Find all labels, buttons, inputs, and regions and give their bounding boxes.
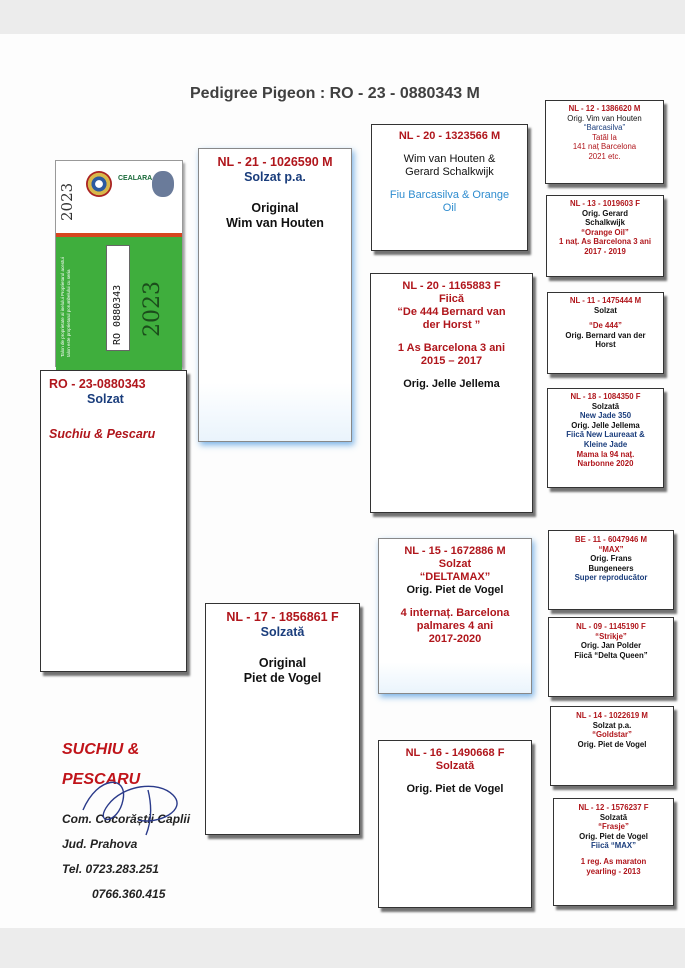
sds-ring: NL - 11 - 1475444 M: [569, 296, 642, 305]
ring-card-serial: RO 0880343: [112, 284, 123, 345]
sdd-l2: New Jade 350: [579, 411, 632, 421]
ddd-l1: Solzată: [599, 812, 628, 822]
ddd-ring: NL - 12 - 1576237 F: [578, 803, 649, 812]
sss-l5: 2021 etc.: [588, 151, 621, 161]
sdd-l3: Orig. Jelle Jellema: [571, 420, 640, 430]
club-logo-icon: [86, 171, 112, 197]
ring-card: [55, 160, 183, 367]
dd-ring: NL - 16 - 1490668 F: [405, 747, 505, 759]
ring-card-owner-text: Talon de proprietate al inelului Proprietarul acestui talon este proprietarul porumbelului cu seria: [60, 257, 71, 357]
ss-line1: Wim van Houten &: [403, 153, 496, 165]
sds-l2: “De 444”: [589, 321, 622, 331]
breeder-phone1: Tel. 0723.283.251: [62, 862, 159, 876]
sd-line2: “De 444 Bernard van: [397, 306, 506, 318]
ssd-l1: Orig. Gerard: [582, 208, 628, 218]
bird-card: [40, 370, 187, 672]
ddd-l6: yearling - 2013: [586, 866, 641, 876]
dam-color: Solzată: [260, 625, 305, 639]
paper-top-margin: [0, 0, 685, 34]
ds-line5: palmares 4 ani: [416, 620, 494, 632]
ds-line6: 2017-2020: [428, 633, 482, 645]
sire-dam-card: [370, 273, 533, 513]
sd-line3: der Horst ”: [422, 319, 481, 331]
sss-l2: “Barcasilva”: [583, 123, 626, 133]
dds-l2: “Goldstar”: [592, 730, 632, 740]
dd-line1: Solzată: [435, 760, 475, 772]
bird-color: Solzat: [87, 392, 124, 406]
paper-bottom-margin: [0, 928, 685, 968]
ss-ring: NL - 20 - 1323566 M: [398, 130, 501, 142]
sdd-ring: NL - 18 - 1084350 F: [570, 392, 641, 401]
sdd-l7: Narbonne 2020: [577, 459, 634, 469]
sss-card: [545, 100, 664, 184]
handwritten-signature: [78, 770, 198, 840]
dam-line2: Piet de Vogel: [243, 671, 322, 685]
ssd-ring: NL - 13 - 1019603 F: [569, 199, 641, 208]
breeder-name-line2: PESCARU: [62, 771, 141, 788]
dsd-l2: Orig. Jan Polder: [580, 641, 642, 651]
dss-card: [548, 530, 674, 610]
sss-l3: Tatăl la: [592, 132, 617, 142]
ssd-l4: 1 naț. As Barcelona 3 ani: [558, 237, 651, 247]
dam-sire-card: [378, 538, 532, 694]
dam-ring: NL - 17 - 1856861 F: [226, 610, 339, 624]
ddd-card: [553, 798, 674, 906]
sds-l4: Horst: [595, 340, 616, 350]
dam-dam-card: [378, 740, 532, 908]
ds-ring: NL - 15 - 1672886 M: [404, 545, 506, 557]
sss-ring: NL - 12 - 1386620 M: [568, 104, 641, 113]
ring-card-year-top: 2023: [58, 182, 76, 221]
sdd-l6: Mama la 94 naț.: [576, 449, 635, 459]
breeder-phone2: 0766.360.415: [92, 887, 166, 901]
ddd-l5: 1 reg. As maraton: [580, 856, 647, 866]
dss-l3: Bungeneers: [588, 563, 634, 573]
bird-breeder: Suchiu & Pescaru: [49, 427, 156, 441]
dsd-ring: NL - 09 - 1145190 F: [576, 622, 646, 631]
dss-ring: BE - 11 - 6047946 M: [575, 535, 647, 544]
sds-card: [547, 292, 664, 374]
ds-line3: Orig. Piet de Vogel: [406, 584, 504, 596]
sire-line1: Original: [251, 201, 299, 215]
sd-line1: Fiică: [438, 293, 465, 305]
breeder-name-line1: SUCHIU &: [62, 741, 140, 758]
sss-l4: 141 naț Barcelona: [572, 142, 637, 152]
ssd-l5: 2017 - 2019: [584, 246, 626, 256]
ds-line2: “DELTAMAX”: [419, 571, 491, 583]
ssd-l3: “Orange Oil”: [581, 227, 629, 237]
dsd-l3: Fiică “Delta Queen”: [574, 650, 648, 660]
club-logo-text: CEALARA: [118, 175, 153, 182]
ss-line4: Oil: [442, 202, 457, 214]
dds-card: [550, 706, 674, 786]
sdd-card: [547, 388, 664, 488]
dss-l1: “MAX”: [598, 544, 624, 554]
dam-line1: Original: [258, 656, 307, 670]
sire-ring: NL - 21 - 1026590 M: [217, 155, 333, 169]
dd-line2: Orig. Piet de Vogel: [406, 783, 504, 795]
ring-card-year-bottom: 2023: [140, 281, 165, 337]
breeder-address-line2: Jud. Prahova: [62, 837, 138, 851]
sd-ring: NL - 20 - 1165883 F: [402, 280, 501, 292]
ssd-card: [546, 195, 664, 277]
breeder-address-line1: Com. Cocorăștii Caplii: [62, 812, 191, 826]
sds-l1: Solzat: [594, 305, 617, 315]
dss-l2: Orig. Frans: [590, 554, 632, 564]
page-title: Pedigree Pigeon : RO - 23 - 0880343 M: [190, 85, 480, 102]
dsd-card: [548, 617, 674, 697]
ds-line1: Solzat: [438, 558, 472, 570]
sd-line5: 2015 – 2017: [420, 355, 483, 367]
ring-card-green-panel: [56, 233, 182, 370]
ssd-l2: Schalkwijk: [585, 218, 625, 228]
sire-sire-card: [371, 124, 528, 251]
sd-line6: Orig. Jelle Jellema: [403, 378, 500, 390]
sdd-l4: Fiică New Laureaat &: [566, 430, 645, 440]
dss-l4: Super reproducător: [574, 573, 648, 583]
pigeon-logo-icon: [152, 171, 174, 197]
dsd-l1: “Strikje”: [595, 631, 627, 641]
ddd-l4: Fiică “MAX”: [590, 841, 637, 851]
ds-line4: 4 internaț. Barcelona: [400, 607, 510, 619]
ddd-l2: “Frasje”: [598, 822, 629, 832]
ss-line3: Fiu Barcasilva & Orange: [389, 189, 510, 201]
sss-l1: Orig. Vim van Houten: [567, 113, 642, 123]
ddd-l3: Orig. Piet de Vogel: [579, 831, 648, 841]
sdd-l5: Kleine Jade: [583, 439, 628, 449]
sdd-l1: Solzată: [591, 401, 620, 411]
ss-line2: Gerard Schalkwijk: [405, 166, 494, 178]
sds-l3: Orig. Bernard van der: [565, 330, 646, 340]
sd-line4: 1 As Barcelona 3 ani: [397, 342, 506, 354]
sire-color: Solzat p.a.: [244, 170, 306, 184]
sire-line2: Wim van Houten: [226, 216, 324, 230]
sire-card: [198, 148, 352, 442]
dds-ring: NL - 14 - 1022619 M: [576, 711, 648, 720]
bird-ring: RO - 23-0880343: [49, 377, 146, 391]
dds-l3: Orig. Piet de Vogel: [577, 739, 647, 749]
dds-l1: Solzat p.a.: [592, 720, 632, 730]
